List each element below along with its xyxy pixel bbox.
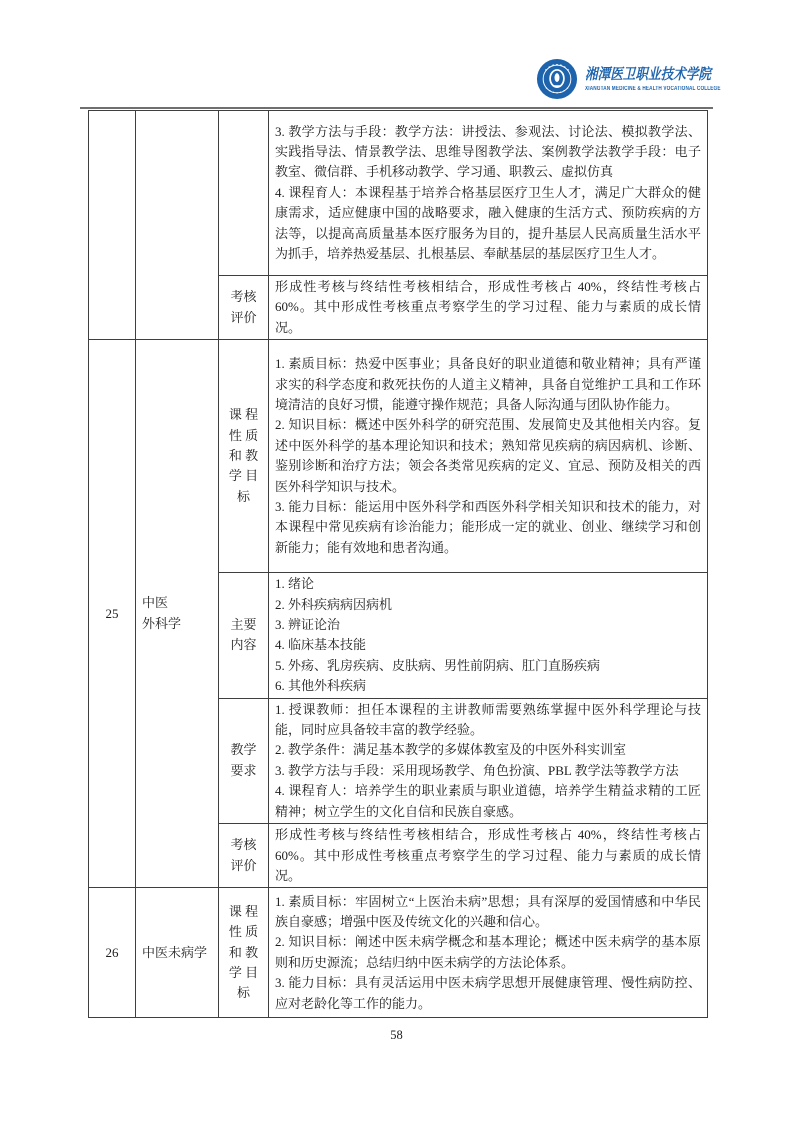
section-content-cell [269,698,708,823]
list-item: 4. 临床基本技能 [275,637,367,653]
label-line: 学 目 [228,965,259,981]
page-header [80,56,721,108]
section-content-cell [269,340,708,573]
label-line: 性 质 [228,427,259,443]
label-line: 课 程 [228,407,259,423]
label-line: 主要 [230,617,257,633]
list-item: 1. 绪论 [275,576,315,592]
section-content-cell [269,276,708,340]
label-line: 课 程 [228,903,259,919]
list-item: 2. 教学条件：满足基本教学的多媒体教室及的中医外科实训室 [275,742,627,758]
table-row [89,111,708,276]
label-line: 和 教 [228,944,259,960]
section-label-cell-nature-goals [219,888,269,1018]
paragraph: 3. 能力目标：能运用中医外科学和西医外科学相关知识和技术的能力，对本课程中常见疾病有诊治能力；能形成一定的就业、创业、继续学习和创新能力；能有效地和患者沟通。 [275,499,701,555]
college-name-en: XIANGTAN MEDICINE & HEALTH VOCATIONAL COLLEGE [585,85,721,92]
paragraph: 2. 知识目标：阐述中医未病学概念和基本理论；概述中医未病学的基本原则和历史源流；总结归纳中医未病学的方法论体系。 [275,934,701,970]
paragraph: 1. 素质目标：牢固树立“上医治未病”思想；具有深厚的爱国情感和中华民族自豪感；增强中医及传统文化的兴趣和信心。 [275,893,701,929]
course-name-line: 中医未病学 [142,944,208,960]
course-name-line: 外科学 [142,615,182,631]
paragraph: 4. 课程育人：本课程基于培养合格基层医疗卫生人才，满足广大群众的健康需求，适应健康中国的战略要求，融入健康的生活方式、预防疾病的方法等，以提高高质量基本医疗服务为目的，提升基层人民高质量生活水平为抓手，培养热爱基层、扎根基层、奉献基层的基层医疗卫生人才。 [275,184,701,262]
list-item: 3. 教学方法与手段：采用现场教学、角色扮演、PBL 教学法等教学方法 [275,762,679,778]
course-name-cell [136,340,219,888]
section-label-cell-assessment [219,276,269,340]
course-syllabus-table [88,110,708,1018]
list-item: 6. 其他外科疾病 [275,678,367,694]
label-line: 内容 [230,637,257,653]
college-logo [536,58,721,100]
label-line: 评价 [230,309,257,325]
header-divider [80,107,713,109]
list-item: 1. 授课教师：担任本课程的主讲教师需要熟练掌握中医外科学理论与技能，同时应具备较丰富的教学经验。 [275,701,701,738]
label-line: 学 目 [228,468,259,484]
paragraph: 形成性考核与终结性考核相结合，形成性考核占 40%，终结性考核占 60%。其中形成性考核重点考察学生的学习过程、能力与素质的成长情况。 [275,279,701,335]
row-number-cell-empty [89,111,136,340]
table-row [89,888,708,1018]
label-line: 考核 [230,837,257,853]
row-number-cell: 25 [89,340,136,888]
section-content-cell [269,111,708,276]
paragraph: 3. 教学方法与手段：教学方法：讲授法、参观法、讨论法、模拟教学法、实践指导法、情景教学法、思维导图教学法、案例教学法教学手段：电子教室、微信群、手机移动教学、学习通、职教云、虚拟仿真 [275,123,701,180]
label-line: 考核 [230,289,257,305]
label-line: 要求 [230,762,257,778]
college-name-block [585,66,721,93]
table-row [89,340,708,573]
row-number-cell: 26 [89,888,136,1018]
paragraph: 形成性考核与终结性考核相结合，形成性考核占 40%，终结性考核占 60%。其中形成性考核重点考察学生的学习过程、能力与素质的成长情况。 [275,827,701,883]
label-line: 教学 [230,742,257,758]
list-item: 3. 辨证论治 [275,617,341,633]
section-content-cell [269,573,708,698]
label-line: 性 质 [228,924,259,940]
list-item: 2. 外科疾病病因病机 [275,596,393,612]
section-content-cell [269,888,708,1018]
section-label-cell-assessment [219,824,269,888]
page-number: 58 [390,1028,403,1042]
section-label-cell-empty [219,111,269,276]
label-line: 标 [236,985,250,1001]
paragraph: 1. 素质目标：热爱中医事业；具备良好的职业道德和敬业精神；具有严谨求实的科学态度和救死扶伤的人道主义精神，具备自觉维护工具和工作环境清洁的良好习惯，能遵守操作规范；具备人际沟通与团队协作能力。 [275,356,701,412]
list-item: 5. 外疡、乳房疾病、皮肤病、男性前阴病、肛门直肠疾病 [275,657,601,673]
section-content-cell [269,824,708,888]
college-emblem-icon [536,58,578,100]
course-name-cell [136,888,219,1018]
section-label-cell-teaching-requirements [219,698,269,823]
label-line: 标 [236,488,250,504]
paragraph: 3. 能力目标：具有灵活运用中医未病学思想开展健康管理、慢性病防控、应对老龄化等工作的能力。 [275,975,701,1011]
label-line: 评价 [230,857,257,873]
list-item: 4. 课程育人：培养学生的职业素质与职业道德，培养学生精益求精的工匠精神；树立学生的文化自信和民族自豪感。 [275,783,701,819]
course-name-cell-empty [136,111,219,340]
course-name-line: 中医 [142,595,169,611]
college-name-zh: 湘潭医卫职业技术学院 [585,66,712,83]
section-label-cell-nature-goals [219,340,269,573]
paragraph: 2. 知识目标：概述中医外科学的研究范围、发展简史及其他相关内容。复述中医外科学的基本理论知识和技术；熟知常见疾病的病因病机、诊断、鉴别诊断和治疗方法；领会各类常见疾病的定义、宜忌、预防及相关的西医外科学知识与技术。 [275,417,701,494]
label-line: 和 教 [228,448,259,464]
section-label-cell-main-content [219,573,269,698]
